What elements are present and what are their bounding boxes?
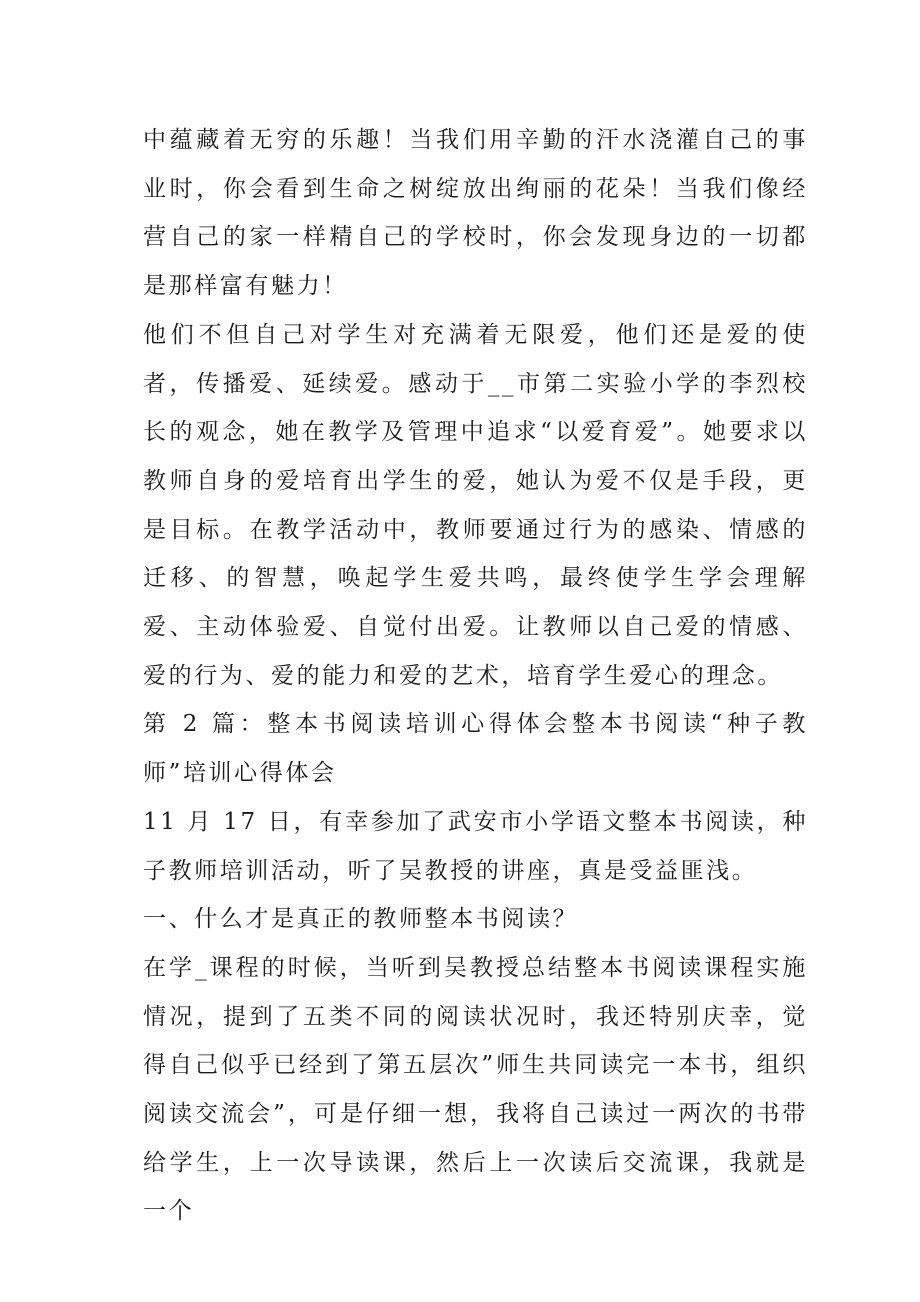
paragraph-2: 他们不但自己对学生对充满着无限爱，他们还是爱的使者，传播爱、延续爱。感动于__市第二实验小学的李烈校长的观念，她在教学及管理中追求“以爱育爱”。她要求以教师自身的爱培育出学生的爱，她认为爱不仅是手段，更是目标。在教学活动中，教师要通过行为的感染、情感的迁移、的智慧，唤起学生爱共鸣，最终使学生学会理解爱、主动体验爱、自觉付出爱。让教师以自己爱的情感、爱的行为、爱的能力和爱的艺术，培育学生爱心的理念。 — [143, 321, 808, 689]
paragraph-3: 11 月 17 日，有幸参加了武安市小学语文整本书阅读，种子教师培训活动，听了吴教授的讲座，真是受益匪浅。 — [143, 808, 808, 884]
section-heading-2: 第 2 篇：整本书阅读培训心得体会整本书阅读“种子教师”培训心得体会 — [143, 711, 808, 787]
document-body — [143, 116, 808, 1236]
subheading-1: 一、什么才是真正的教师整本书阅读？ — [143, 906, 579, 933]
paragraph-4: 在学_课程的时候，当听到吴教授总结整本书阅读课程实施情况，提到了五类不同的阅读状况时，我还特别庆幸，觉得自己似乎已经到了第五层次”师生共同读完一本书，组织阅读交流会”，可是仔细一想，我将自己读过一两次的书带给学生，上一次导读课，然后上一次读后交流课，我就是一个 — [143, 954, 808, 1225]
paragraph-1: 中蕴藏着无穷的乐趣！当我们用辛勤的汗水浇灌自己的事业时，你会看到生命之树绽放出绚丽的花朵！当我们像经营自己的家一样精自己的学校时，你会发现身边的一切都是那样富有魅力！ — [143, 127, 808, 300]
